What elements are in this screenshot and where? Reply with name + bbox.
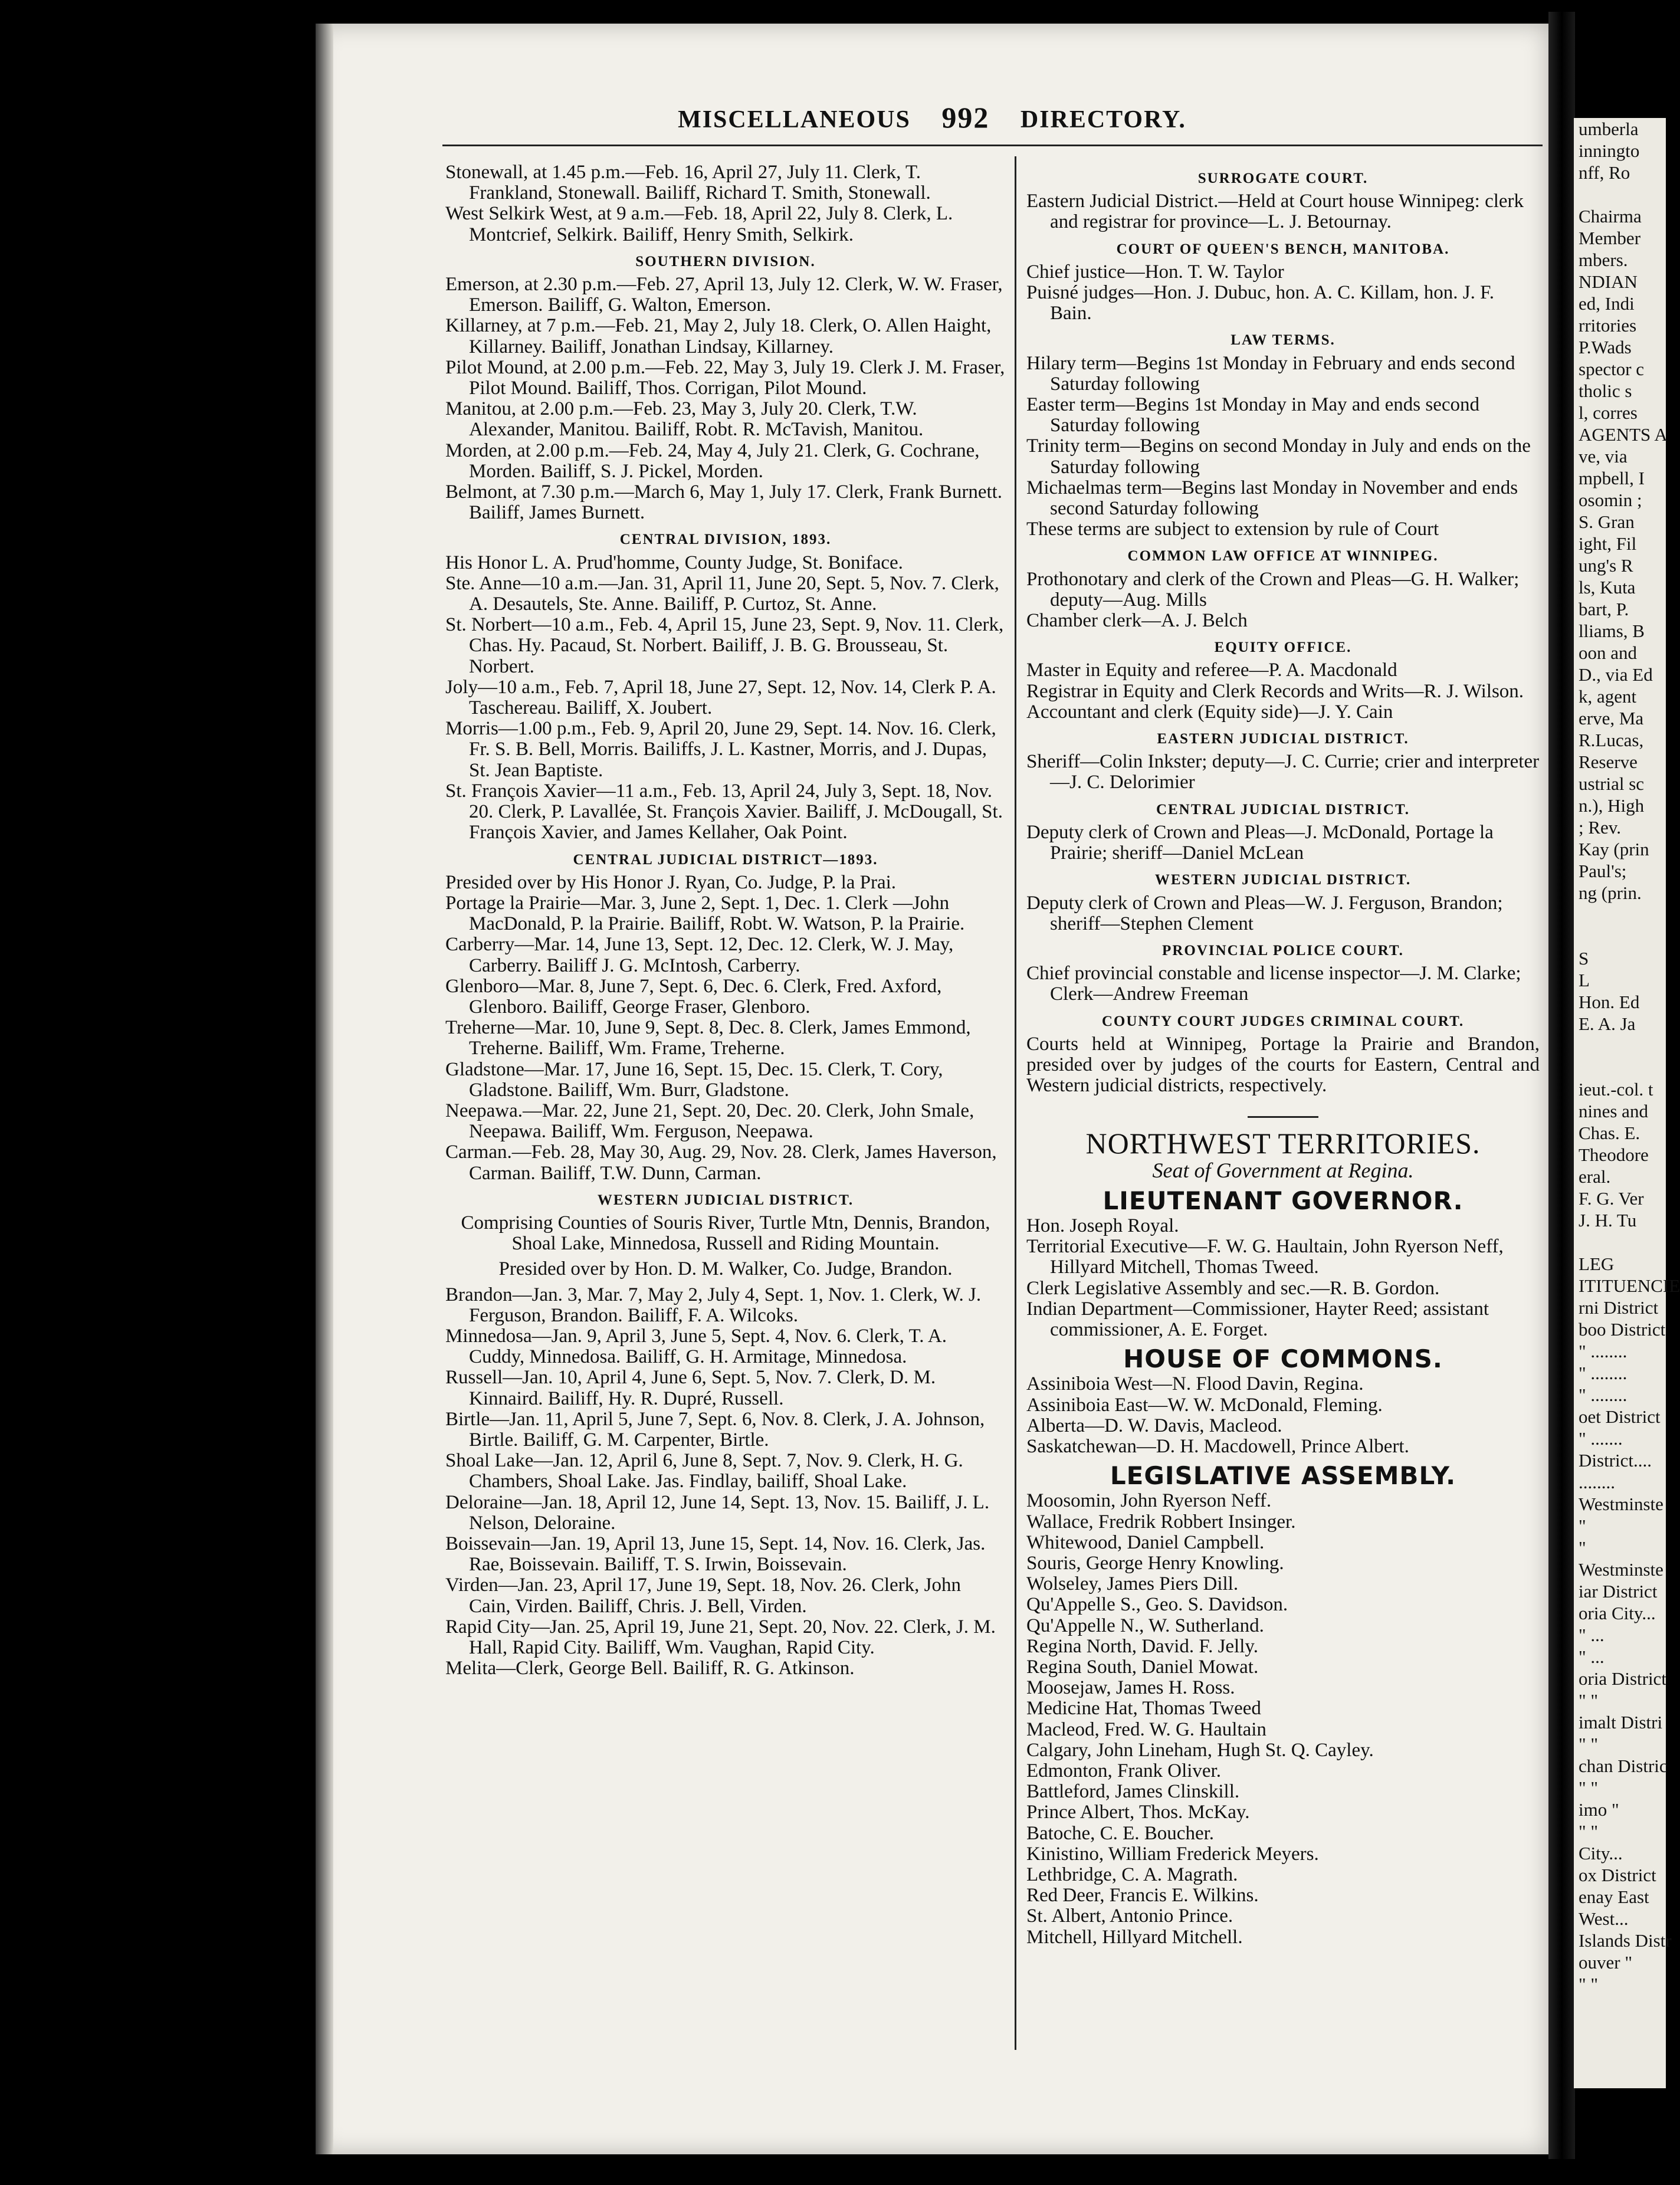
fragment-line: ve, via <box>1579 446 1628 467</box>
fragment-line: Member <box>1579 228 1641 248</box>
directory-entry: Master in Equity and referee—P. A. Macdonald <box>1026 660 1397 681</box>
fragment-line: ng (prin. <box>1579 882 1642 903</box>
directory-entry: Easter term—Begins 1st Monday in May and ends second Saturday following <box>1026 394 1480 437</box>
entry-list <box>445 274 1006 523</box>
entry-list <box>1026 1216 1540 1340</box>
section-heading: CENTRAL DIVISION, 1893. <box>619 532 832 548</box>
fragment-line <box>1574 926 1666 947</box>
fragment-line <box>1574 1035 1666 1057</box>
directory-entry: Deloraine—Jan. 18, April 12, June 14, Sept. 13, Nov. 15. Bailiff, J. L. Nelson, Deloraine. <box>445 1491 990 1534</box>
directory-entry: Russell—Jan. 10, April 4, June 6, Sept. 5, Nov. 7. Clerk, D. M. Kinnaird. Bailiff, Hy. R. Dupré, Russell. <box>445 1367 936 1409</box>
header-rule <box>442 145 1543 146</box>
fragment-line: City... <box>1579 1843 1623 1864</box>
section-heading: HOUSE OF COMMONS. <box>1123 1344 1443 1374</box>
fragment-line: Islands Distr <box>1579 1930 1672 1951</box>
section-heading: EQUITY OFFICE. <box>1214 639 1352 656</box>
directory-entry: Accountant and clerk (Equity side)—J. Y. Cain <box>1026 701 1393 723</box>
directory-entry: Whitewood, Daniel Campbell. <box>1026 1531 1265 1553</box>
fragment-line: " " <box>1579 1777 1599 1798</box>
fragment-line: Westminste <box>1579 1559 1663 1580</box>
directory-entry: Courts held at Winnipeg, Portage la Prairie and Brandon, presided over by judges of the courts for Eastern, Central and Western judicial districts, respectively. <box>1026 1033 1540 1097</box>
directory-entry: Gladstone—Mar. 17, June 16, Sept. 15, Dec. 15. Clerk, T. Cory, Gladstone. Bailiff, Wm. Burr, Gladstone. <box>445 1058 943 1101</box>
fragment-line: ls, Kuta <box>1579 577 1636 598</box>
page-number: 992 <box>941 101 990 134</box>
fragment-line: L <box>1579 970 1590 990</box>
directory-entry: Minnedosa—Jan. 9, April 3, June 5, Sept. 4, Nov. 6. Clerk, T. A. Cuddy, Minnedosa. Bailiff, G. H. Armitage, Minnedosa. <box>445 1325 947 1368</box>
section-heading: LIEUTENANT GOVERNOR. <box>1102 1186 1464 1215</box>
directory-entry: Battleford, James Clinskill. <box>1026 1781 1240 1803</box>
directory-entry: Morris—1.00 p.m., Feb. 9, April 20, June 29, Sept. 14. Nov. 16. Clerk, Fr. S. B. Bell, Morris. Bailiffs, J. L. Kastner, Morris, and J. Dupas, St. Jean Baptiste. <box>445 718 996 781</box>
entry-list <box>445 553 1006 844</box>
fragment-line: ung's R <box>1579 555 1633 576</box>
fragment-line: R.Lucas, <box>1579 730 1644 750</box>
right-column <box>1026 162 1540 1948</box>
fragment-line: oria City... <box>1579 1603 1656 1623</box>
fragment-line: rni District <box>1579 1297 1659 1318</box>
directory-entry: Morden, at 2.00 p.m.—Feb. 24, May 4, July 21. Clerk, G. Cochrane, Morden. Bailiff, S. J. Pickel, Morden. <box>445 439 980 482</box>
directory-entry: Shoal Lake—Jan. 12, April 6, June 8, Sept. 7, Nov. 9. Clerk, H. G. Chambers, Shoal Lake. Jas. Findlay, bailiff, Shoal Lake. <box>445 1450 963 1492</box>
directory-entry: Assiniboia East—W. W. McDonald, Fleming. <box>1026 1394 1383 1416</box>
directory-entry: Saskatchewan—D. H. Macdowell, Prince Albert. <box>1026 1435 1409 1457</box>
section-heading: EASTERN JUDICIAL DISTRICT. <box>1157 731 1409 747</box>
section-heading: WESTERN JUDICIAL DISTRICT. <box>1154 872 1412 888</box>
fragment-line: l, corres <box>1579 402 1638 423</box>
section-heading: WESTERN JUDICIAL DISTRICT. <box>597 1192 854 1208</box>
fragment-line: erve, Ma <box>1579 708 1644 729</box>
directory-entry: Batoche, C. E. Boucher. <box>1026 1822 1215 1844</box>
directory-entry: Carman.—Feb. 28, May 30, Aug. 29, Nov. 28. Clerk, James Haverson, Carman. Bailiff, T.W. Dunn, Carman. <box>445 1141 997 1184</box>
directory-entry: Indian Department—Commissioner, Hayter Reed; assistant commissioner, A. E. Forget. <box>1026 1298 1489 1340</box>
section-heading: SOUTHERN DIVISION. <box>635 253 816 270</box>
fragment-line: E. A. Ja <box>1579 1013 1636 1034</box>
fragment-line: ; Rev. <box>1579 817 1622 838</box>
page-header <box>316 100 1548 134</box>
fragment-line: Hon. Ed <box>1579 992 1640 1012</box>
directory-entry: Medicine Hat, Thomas Tweed <box>1026 1698 1261 1720</box>
section-heading: COURT OF QUEEN'S BENCH, MANITOBA. <box>1116 241 1450 257</box>
section-heading: LAW TERMS. <box>1231 332 1336 349</box>
directory-entry: Virden—Jan. 23, April 17, June 19, Sept. 18, Nov. 26. Clerk, John Cain, Virden. Bailiff, Chris. J. Bell, Virden. <box>445 1574 961 1617</box>
fragment-line: ustrial sc <box>1579 773 1645 794</box>
fragment-line: ITITUENCIE <box>1579 1275 1680 1296</box>
directory-entry: Moosejaw, James H. Ross. <box>1026 1677 1235 1699</box>
fragment-line: tholic s <box>1579 380 1632 401</box>
fragment-line: AGENTS A <box>1579 424 1668 445</box>
fragment-line: Westminste <box>1579 1494 1663 1514</box>
section-heading: PROVINCIAL POLICE COURT. <box>1162 942 1404 959</box>
fragment-line <box>1574 1057 1666 1078</box>
fragment-line: spector c <box>1579 359 1645 379</box>
fragment-line: boo District <box>1579 1319 1666 1340</box>
fragment-line: S <box>1579 948 1589 969</box>
directory-entry: Wolseley, James Piers Dill. <box>1026 1573 1239 1595</box>
directory-entry: Deputy clerk of Crown and Pleas—W. J. Ferguson, Brandon; sheriff—Stephen Clement <box>1026 892 1503 934</box>
directory-entry: Melita—Clerk, George Bell. Bailiff, R. G. Atkinson. <box>445 1658 855 1679</box>
fragment-line: oet District <box>1579 1406 1661 1427</box>
directory-entry: Carberry—Mar. 14, June 13, Sept. 12, Dec. 12. Clerk, W. J. May, Carberry. Bailiff J. G. McIntosh, Carberry. <box>445 934 954 976</box>
district-presided: Presided over by Hon. D. M. Walker, Co. Judge, Brandon. <box>498 1258 953 1280</box>
fragment-line: ........ <box>1579 1472 1615 1492</box>
section-heading: COUNTY COURT JUDGES CRIMINAL COURT. <box>1101 1013 1465 1029</box>
section-heading: CENTRAL JUDICIAL DISTRICT. <box>1156 801 1410 818</box>
directory-entry: Clerk Legislative Assembly and sec.—R. B. Gordon. <box>1026 1277 1440 1299</box>
fragment-line: " ........ <box>1579 1341 1628 1361</box>
directory-entry: West Selkirk West, at 9 a.m.—Feb. 18, April 22, July 8. Clerk, L. Montcrief, Selkirk. Bailiff, Henry Smith, Selkirk. <box>445 203 953 245</box>
fragment-line: " " <box>1579 1690 1599 1711</box>
directory-entry: St. Albert, Antonio Prince. <box>1026 1905 1233 1927</box>
directory-entry: Michaelmas term—Begins last Monday in November and ends second Saturday following <box>1026 477 1518 520</box>
directory-entry: Mitchell, Hillyard Mitchell. <box>1026 1926 1243 1948</box>
fragment-line <box>1574 183 1666 205</box>
directory-entry: Hilary term—Begins 1st Monday in February and ends second Saturday following <box>1026 352 1515 395</box>
fragment-line <box>1574 904 1666 926</box>
directory-entry: Kinistino, William Frederick Meyers. <box>1026 1843 1319 1865</box>
section-heading: SURROGATE COURT. <box>1197 170 1369 186</box>
directory-entry: Joly—10 a.m., Feb. 7, April 18, June 27, Sept. 12, Nov. 14, Clerk P. A. Taschereau. Bailiff, X. Joubert. <box>445 676 996 719</box>
directory-entry: Stonewall, at 1.45 p.m.—Feb. 16, April 27, July 11. Clerk, T. Frankland, Stonewall. Bailiff, Richard T. Smith, Stonewall. <box>445 162 931 204</box>
fragment-line: " " <box>1579 1821 1599 1842</box>
directory-entry: Trinity term—Begins on second Monday in July and ends on the Saturday following <box>1026 435 1531 478</box>
adjacent-page-fragment <box>1574 118 1680 2088</box>
left-column <box>445 162 1006 1679</box>
directory-entry: Assiniboia West—N. Flood Davin, Regina. <box>1026 1373 1364 1395</box>
entry-list <box>1026 660 1540 723</box>
directory-entry: Registrar in Equity and Clerk Records and Writs—R. J. Wilson. <box>1026 680 1524 702</box>
directory-entry: Neepawa.—Mar. 22, June 21, Sept. 20, Dec. 20. Clerk, John Smale, Neepawa. Bailiff, Wm. Ferguson, Neepawa. <box>445 1100 974 1143</box>
directory-entry: Birtle—Jan. 11, April 5, June 7, Sept. 6, Nov. 8. Clerk, J. A. Johnson, Birtle. Bailiff, G. M. Carpenter, Birtle. <box>445 1408 985 1451</box>
fragment-line: LEG <box>1579 1254 1615 1274</box>
directory-entry: Moosomin, John Ryerson Neff. <box>1026 1490 1272 1512</box>
fragment-line: oria District <box>1579 1668 1666 1689</box>
column-divider <box>1015 156 1016 2050</box>
entry-list <box>445 162 1006 245</box>
directory-entry: Macleod, Fred. W. G. Haultain <box>1026 1718 1266 1740</box>
entry-list <box>1026 353 1540 540</box>
directory-entry: Puisné judges—Hon. J. Dubuc, hon. A. C. Killam, hon. J. F. Bain. <box>1026 282 1495 324</box>
fragment-line: nff, Ro <box>1579 162 1630 183</box>
fragment-line: Theodore <box>1579 1144 1649 1165</box>
fragment-line: District.... <box>1579 1450 1652 1471</box>
directory-entry: Belmont, at 7.30 p.m.—March 6, May 1, July 17. Clerk, Frank Burnett. Bailiff, James Burnett. <box>445 481 1003 524</box>
entry-list <box>1026 1491 1540 1947</box>
fragment-line: Reserve <box>1579 752 1638 772</box>
fragment-line: ieut.-col. t <box>1579 1079 1653 1100</box>
directory-entry: Treherne—Mar. 10, June 9, Sept. 8, Dec. 8. Clerk, James Emmond, Treherne. Bailiff, Wm. Frame, Treherne. <box>445 1017 971 1059</box>
directory-entry: Qu'Appelle N., W. Sutherland. <box>1026 1615 1264 1636</box>
fragment-line: mbers. <box>1579 250 1628 270</box>
directory-entry: His Honor L. A. Prud'homme, County Judge, St. Boniface. <box>445 552 903 573</box>
fragment-line: " ........ <box>1579 1385 1628 1405</box>
fragment-line: eral. <box>1579 1166 1611 1187</box>
directory-entry: Pilot Mound, at 2.00 p.m.—Feb. 22, May 3, July 19. Clerk J. M. Fraser, Pilot Mound. Bailiff, Thos. Corrigan, Pilot Mound. <box>445 356 1005 399</box>
directory-entry: Chief justice—Hon. T. W. Taylor <box>1026 261 1284 283</box>
directory-entry: Wallace, Fredrik Robbert Insinger. <box>1026 1511 1296 1533</box>
fragment-line: " ... <box>1579 1625 1604 1645</box>
directory-entry: Portage la Prairie—Mar. 3, June 2, Sept. 1, Dec. 1. Clerk —John MacDonald, P. la Prairie. Bailiff, Robt. W. Watson, P. la Prairie. <box>445 892 965 935</box>
directory-entry: These terms are subject to extension by rule of Court <box>1026 519 1439 540</box>
fragment-line: enay East <box>1579 1887 1649 1907</box>
fragment-line: ight, Fil <box>1579 533 1637 554</box>
directory-entry: Prince Albert, Thos. McKay. <box>1026 1802 1250 1823</box>
fragment-line: imo " <box>1579 1799 1619 1820</box>
directory-entry: Territorial Executive—F. W. G. Haultain, John Ryerson Neff, Hillyard Mitchell, Thomas Tweed. <box>1026 1236 1504 1278</box>
directory-entry: Sheriff—Colin Inkster; deputy—J. C. Currie; crier and interpreter—J. C. Delorimier <box>1026 751 1540 793</box>
fragment-line: k, agent <box>1579 686 1637 707</box>
entry-list <box>1026 569 1540 632</box>
directory-entry: Brandon—Jan. 3, Mar. 7, May 2, July 4, Sept. 1, Nov. 1. Clerk, W. J. Ferguson, Brandon. Bailiff, F. A. Wilcoks. <box>445 1284 982 1326</box>
directory-entry: St. Norbert—10 a.m., Feb. 4, April 15, June 23, Sept. 9, Nov. 11. Clerk, Chas. Hy. Pacaud, St. Norbert. Bailiff, J. B. G. Brousseau, St. Norbert. <box>445 614 1004 677</box>
fragment-line: nines and <box>1579 1101 1648 1121</box>
district-intro: Comprising Counties of Souris River, Turtle Mtn, Dennis, Brandon, Shoal Lake, Minnedosa, Russell and Riding Mountain. <box>461 1212 990 1255</box>
directory-entry: Regina North, David. F. Jelly. <box>1026 1635 1259 1657</box>
fragment-line: Chairma <box>1579 206 1642 227</box>
directory-entry: Regina South, Daniel Mowat. <box>1026 1656 1259 1678</box>
entry-list <box>445 1285 1006 1679</box>
directory-entry: Rapid City—Jan. 25, April 19, June 21, Sept. 20, Nov. 22. Clerk, J. M. Hall, Rapid City. Bailiff, Wm. Vaughan, Rapid City. <box>445 1616 996 1659</box>
directory-entry: Emerson, at 2.30 p.m.—Feb. 27, April 13, July 12. Clerk, W. W. Fraser, Emerson. Bailiff, G. Walton, Emerson. <box>445 274 1003 316</box>
fragment-line: Paul's; <box>1579 861 1627 881</box>
fragment-line: " ....... <box>1579 1428 1623 1449</box>
fragment-line: " " <box>1579 1974 1599 1994</box>
fragment-line: mpbell, I <box>1579 468 1645 488</box>
fragment-line: West... <box>1579 1908 1629 1929</box>
directory-entry: Qu'Appelle S., Geo. S. Davidson. <box>1026 1594 1288 1616</box>
directory-entry: Presided over by His Honor J. Ryan, Co. Judge, P. la Prai. <box>445 871 897 893</box>
nwt-seat: Seat of Government at Regina. <box>1152 1158 1414 1182</box>
section-heading: COMMON LAW OFFICE AT WINNIPEG. <box>1127 548 1439 565</box>
directory-entry: Killarney, at 7 p.m.—Feb. 21, May 2, July 18. Clerk, O. Allen Haight, Killarney. Bailiff, Jonathan Lindsay, Killarney. <box>445 315 992 357</box>
fragment-line: NDIAN <box>1579 271 1638 292</box>
nwt-title: NORTHWEST TERRITORIES. <box>1085 1127 1481 1160</box>
directory-page <box>316 24 1548 2154</box>
entry-list <box>445 872 1006 1184</box>
directory-entry: St. François Xavier—11 a.m., Feb. 13, April 24, July 3, Sept. 18, Nov. 20. Clerk, P. Lavallée, St. François Xavier. Bailiff, J. McDougall, St. François Xavier, and James Kellaher, Oak Point. <box>445 780 1003 844</box>
directory-entry: Red Deer, Francis E. Wilkins. <box>1026 1885 1259 1907</box>
directory-entry: Hon. Joseph Royal. <box>1026 1215 1179 1236</box>
fragment-line: D., via Ed <box>1579 664 1653 685</box>
book-gutter <box>1548 12 1575 2159</box>
fragment-line: lliams, B <box>1579 621 1645 641</box>
section-rule <box>1248 1116 1318 1118</box>
fragment-line: n.), High <box>1579 795 1645 816</box>
directory-entry: Boissevain—Jan. 19, April 13, June 15, Sept. 14, Nov. 16. Clerk, Jas. Rae, Boissevain. Bailiff, T. S. Irwin, Boissevain. <box>445 1533 986 1576</box>
directory-entry: Glenboro—Mar. 8, June 7, Sept. 6, Dec. 6. Clerk, Fred. Axford, Glenboro. Bailiff, George Fraser, Glenboro. <box>445 975 942 1018</box>
fragment-line: Kay (prin <box>1579 839 1649 859</box>
fragment-line: " <box>1579 1515 1586 1536</box>
fragment-line: rritories <box>1579 315 1637 336</box>
directory-entry: Manitou, at 2.00 p.m.—Feb. 23, May 3, July 20. Clerk, T.W. Alexander, Manitou. Bailiff, Robt. R. McTavish, Manitou. <box>445 398 924 441</box>
fragment-line: J. H. Tu <box>1579 1210 1637 1231</box>
fragment-line: ed, Indi <box>1579 293 1635 314</box>
fragment-line: " <box>1579 1537 1586 1558</box>
fragment-line: ox District <box>1579 1865 1656 1885</box>
fragment-line: P.Wads <box>1579 337 1632 357</box>
fragment-line: " ........ <box>1579 1363 1628 1383</box>
fragment-line <box>1574 1231 1666 1253</box>
directory-entry: Chief provincial constable and license inspector—J. M. Clarke; Clerk—Andrew Freeman <box>1026 963 1521 1005</box>
fragment-line: umberla <box>1579 119 1639 139</box>
directory-entry: Souris, George Henry Knowling. <box>1026 1552 1284 1574</box>
header-left: MISCELLANEOUS <box>678 106 911 133</box>
entry-list <box>1026 262 1540 324</box>
fragment-line: chan Distric <box>1579 1756 1668 1776</box>
fragment-line: Chas. E. <box>1579 1123 1640 1143</box>
fragment-line: S. Gran <box>1579 511 1635 532</box>
fragment-line: imalt Distri <box>1579 1712 1663 1733</box>
directory-entry: Eastern Judicial District.—Held at Court house Winnipeg: clerk and registrar for province—L. J. Betournay. <box>1026 191 1524 233</box>
directory-entry: Lethbridge, C. A. Magrath. <box>1026 1864 1238 1886</box>
fragment-line: inningto <box>1579 140 1640 161</box>
section-heading: CENTRAL JUDICIAL DISTRICT—1893. <box>573 851 878 868</box>
directory-entry: Deputy clerk of Crown and Pleas—J. McDonald, Portage la Prairie; sheriff—Daniel McLean <box>1026 821 1494 864</box>
fragment-line: iar District <box>1579 1581 1658 1602</box>
fragment-line: " " <box>1579 1734 1599 1754</box>
entry-list <box>1026 1374 1540 1457</box>
directory-entry: Prothonotary and clerk of the Crown and Pleas—G. H. Walker; deputy—Aug. Mills <box>1026 568 1520 611</box>
fragment-line: bart, P. <box>1579 599 1629 619</box>
fragment-line: oon and <box>1579 642 1638 663</box>
header-right: DIRECTORY. <box>1020 106 1186 133</box>
directory-entry: Alberta—D. W. Davis, Macleod. <box>1026 1415 1282 1436</box>
directory-entry: Ste. Anne—10 a.m.—Jan. 31, April 11, June 20, Sept. 5, Nov. 7. Clerk, A. Desautels, Ste. Anne. Bailiff, P. Curtoz, St. Anne. <box>445 572 999 615</box>
section-heading: LEGISLATIVE ASSEMBLY. <box>1110 1461 1456 1491</box>
directory-entry: Calgary, John Lineham, Hugh St. Q. Cayley. <box>1026 1739 1374 1761</box>
fragment-line: ouver " <box>1579 1952 1632 1973</box>
fragment-line: F. G. Ver <box>1579 1188 1644 1209</box>
fragment-line: " ... <box>1579 1646 1604 1667</box>
directory-entry: Edmonton, Frank Oliver. <box>1026 1760 1221 1782</box>
fragment-line: osomin ; <box>1579 490 1642 510</box>
directory-entry: Chamber clerk—A. J. Belch <box>1026 610 1248 632</box>
